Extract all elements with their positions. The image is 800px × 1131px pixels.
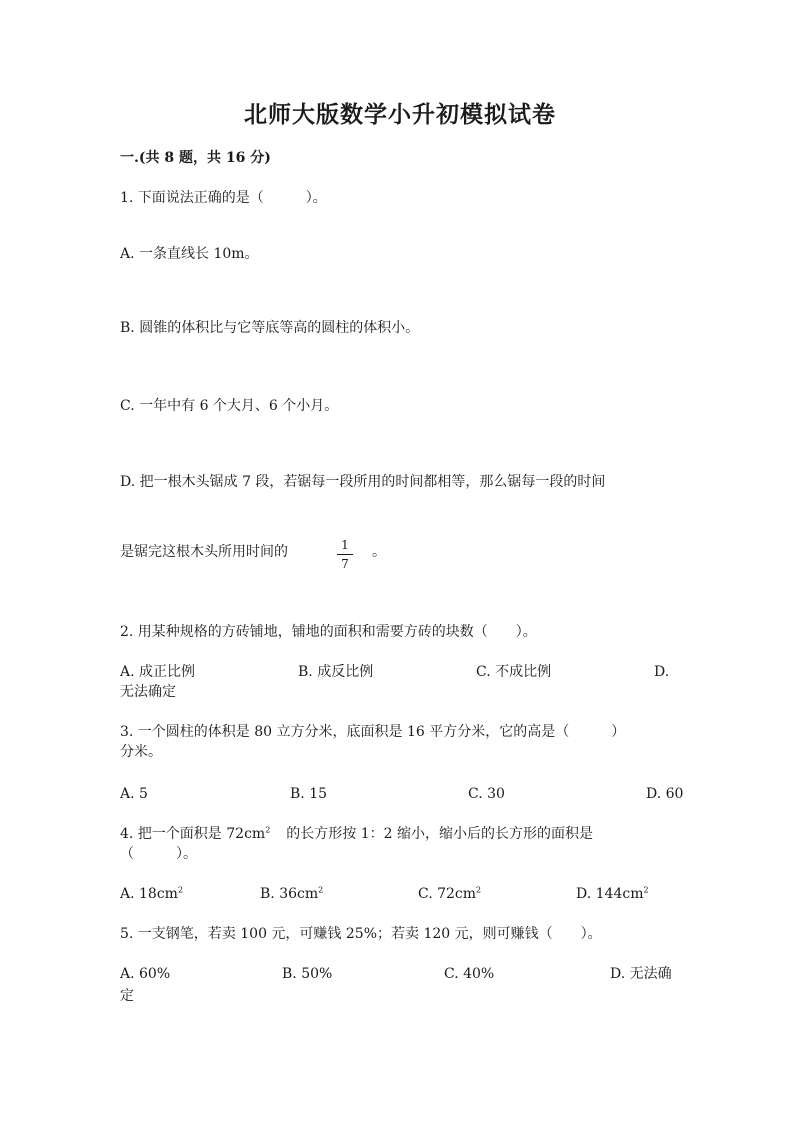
- question-4-stem-part2: 的长方形按 1：2 缩小，缩小后的长方形的面积是: [286, 826, 594, 842]
- page-title: 北师大版数学小升初模拟试卷: [244, 101, 556, 128]
- question-1-option-c: C. 一年中有 6 个大月、6 个小月。: [120, 398, 339, 414]
- question-5-option-c: C. 40%: [444, 966, 495, 982]
- question-1-option-b: B. 圆锥的体积比与它等底等高的圆柱的体积小。: [120, 320, 420, 336]
- question-3-option-b: B. 15: [290, 786, 328, 802]
- section-heading: 一.(共 8 题，共 16 分): [120, 150, 271, 166]
- question-4-stem-line1: [120, 824, 593, 844]
- question-5-option-b: B. 50%: [282, 966, 333, 982]
- question-2-stem: 2. 用某种规格的方砖铺地，铺地的面积和需要方砖的块数（ ）。: [120, 624, 537, 640]
- question-2-option-b: B. 成反比例: [298, 664, 374, 680]
- squared-superscript: 2: [265, 825, 271, 835]
- question-1-option-d-line2: 是锯完这根木头所用时间的: [120, 544, 288, 560]
- question-2-option-d-line1: D.: [654, 664, 670, 680]
- squared-superscript: 2: [643, 885, 649, 895]
- question-4-option-a: [120, 884, 183, 904]
- question-3-option-a: A. 5: [120, 786, 148, 802]
- question-4-option-d-text: D. 144cm: [576, 886, 644, 902]
- question-2-option-d-line2: 无法确定: [120, 684, 176, 700]
- question-4-option-b-text: B. 36cm: [260, 886, 319, 902]
- squared-superscript: 2: [476, 885, 482, 895]
- question-4-option-c: [418, 884, 481, 904]
- question-1-option-d-line1: D. 把一根木头锯成 7 段，若锯每一段所用的时间都相等，那么锯每一段的时间: [120, 474, 606, 490]
- fraction-denominator: 7: [341, 557, 349, 571]
- squared-superscript: 2: [318, 885, 324, 895]
- question-4-stem-part1: 4. 把一个面积是 72cm: [120, 826, 266, 842]
- question-5-stem: 5. 一支钢笔，若卖 100 元，可赚钱 25%；若卖 120 元，则可赚钱（ ）。: [120, 926, 602, 942]
- fraction-numerator: 1: [341, 538, 349, 552]
- question-4-option-b: [260, 884, 323, 904]
- question-3-option-c: C. 30: [468, 786, 505, 802]
- question-5-option-d-line2: 定: [120, 988, 134, 1004]
- question-4-option-d: [576, 884, 649, 904]
- question-2-option-c: C. 不成比例: [476, 664, 552, 680]
- question-1-option-d-end: 。: [372, 544, 386, 560]
- squared-superscript: 2: [177, 885, 184, 895]
- question-4-option-c-text: C. 72cm: [418, 886, 477, 902]
- question-3-stem-line1: 3. 一个圆柱的体积是 80 立方分米，底面积是 16 平方分米，它的高是（ ）: [120, 724, 626, 740]
- question-3-stem-line2: 分米。: [120, 744, 162, 760]
- question-4-stem-line2: （ ）。: [120, 846, 197, 862]
- question-5-option-d-line1: D. 无法确: [610, 966, 672, 982]
- fraction-one-seventh: [337, 538, 353, 571]
- question-4-option-a-text: A. 18cm: [120, 886, 178, 902]
- question-1-option-a: A. 一条直线长 10m。: [120, 246, 259, 262]
- fraction-bar: [337, 554, 353, 555]
- question-2-option-a: A. 成正比例: [120, 664, 196, 680]
- question-1-stem: 1. 下面说法正确的是（ ）。: [120, 190, 327, 206]
- question-5-option-a: A. 60%: [120, 966, 171, 982]
- question-3-option-d: D. 60: [646, 786, 684, 802]
